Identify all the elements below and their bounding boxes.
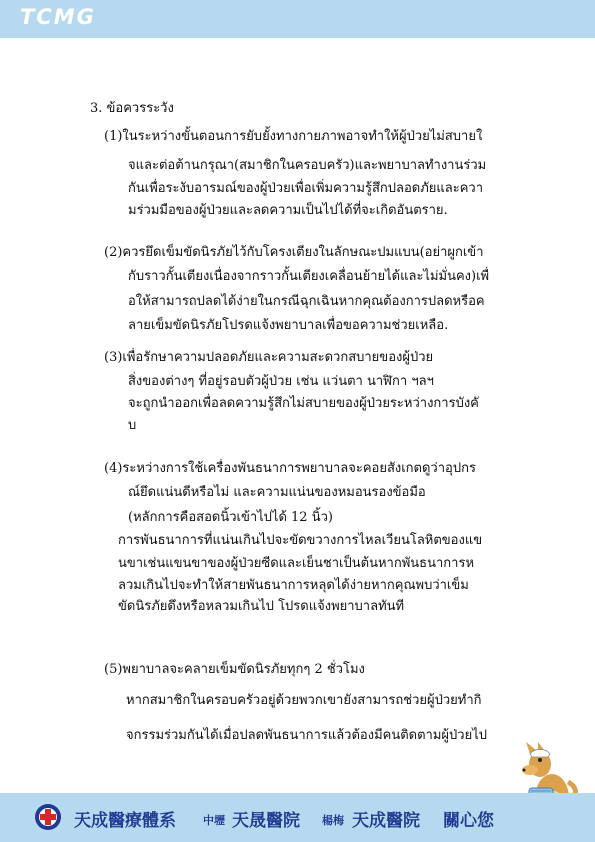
item-2-line-4: ลายเข็มขัดนิรภัยโปรดแจ้งพยาบาลเพื่อขอความช่วยเหลือ. xyxy=(128,318,449,333)
item-3-line-4: บ xyxy=(128,418,137,433)
footer-hospital-1: 天晟醫院 xyxy=(232,811,300,831)
item-1-line-4: มร่วมมือของผู้ป่วยและลดความเป็นไปได้ที่จะเกิดอันตราย. xyxy=(128,203,448,218)
item-4-line-2: ณ์ยึดแน่นดีหรือไม่ และความแน่นของหมอนรองข้อมือ xyxy=(128,485,426,500)
brand-logo-text: TCMG xyxy=(20,5,96,29)
footer-group-name: 天成醫療體系 xyxy=(74,811,176,831)
item-1-line-2: จและต่อต้านกรุณา(สมาชิกในครอบครัว)และพยาบาลทำงานร่วม xyxy=(128,158,487,173)
item-4-line-4: การพันธนาการที่แน่นเกินไปจะขัดขวางการไหลเวียนโลหิตของแข xyxy=(118,533,483,548)
item-4-line-1: (4)ระหว่างการใช้เครื่องพันธนาการพยาบาลจะคอยสังเกตดูว่าอุปกร xyxy=(104,461,476,476)
item-4-line-5: นขาเช่นแขนขาของผู้ป่วยซีดและเย็นชาเป็นต้นหากพันธนาการห xyxy=(118,556,475,571)
item-4-line-7: ขัดนิรภัยดึงหรือหลวมเกินไป โปรดแจ้งพยาบาลทันที xyxy=(118,599,405,614)
item-2-line-1: (2)ควรยึดเข็มขัดนิรภัยไว้กับโครงเตียงในลักษณะปมแบน(อย่าผูกเข้า xyxy=(104,245,484,260)
page-header xyxy=(0,0,595,38)
item-3-line-1: (3)เพื่อรักษาความปลอดภัยและความสะดวกสบายของผู้ป่วย xyxy=(104,350,434,365)
hospital-cross-logo-icon xyxy=(33,802,63,832)
item-4-line-6: ลวมเกินไปจะทำให้สายพันธนาการหลุดได้ง่ายหากคุณพบว่าเข็ม xyxy=(118,578,469,593)
item-3-line-3: จะถูกนำออกเพื่อลดความรู้สึกไม่สบายของผู้ป่วยระหว่างการบังคั xyxy=(128,396,479,411)
item-1-line-1: (1)ในระหว่างขั้นตอนการยับยั้งทางกายภาพอาจทำให้ผู้ป่วยไม่สบายใ xyxy=(104,129,483,144)
item-2-line-3: อให้สามารถปลดได้ง่ายในกรณีฉุกเฉินหากคุณต้องการปลดหรือค xyxy=(128,294,485,309)
footer-location-2: 楊梅 xyxy=(322,814,344,827)
item-5-line-1: (5)พยาบาลจะคลายเข็มขัดนิรภัยทุกๆ 2 ชั่วโมง xyxy=(104,662,365,677)
item-4-line-3: (หลักการคือสอดนิ้วเข้าไปได้ 12 นิ้ว) xyxy=(128,510,333,525)
footer-slogan: 關心您 xyxy=(443,811,494,831)
item-3-line-2: สิ่งของต่างๆ ที่อยู่รอบตัวผู้ป่วย เช่น แว่นตา นาฬิกา ฯลฯ xyxy=(128,374,434,389)
item-5-line-3: จกรรมร่วมกันได้เมื่อปลดพันธนาการแล้วต้องมีคนติดตามผู้ป่วยไป xyxy=(126,728,487,743)
item-1-line-3: กันเพื่อระงับอารมณ์ของผู้ป่วยเพื่อเพิ่มความรู้สึกปลอดภัยและควา xyxy=(128,181,484,196)
footer-location-1: 中壢 xyxy=(203,814,225,827)
item-2-line-2: กับราวกั้นเตียงเนื่องจากราวกั้นเตียงเคลื่อนย้ายได้และไม่มั่นคง)เพื่ xyxy=(128,269,490,284)
footer-hospital-2: 天成醫院 xyxy=(352,811,420,831)
section-title: 3. ข้อควรระวัง xyxy=(90,101,174,116)
page-footer xyxy=(0,793,595,842)
item-5-line-2: หากสมาชิกในครอบครัวอยู่ด้วยพวกเขายังสามารถช่วยผู้ป่วยทำกิ xyxy=(126,693,482,708)
